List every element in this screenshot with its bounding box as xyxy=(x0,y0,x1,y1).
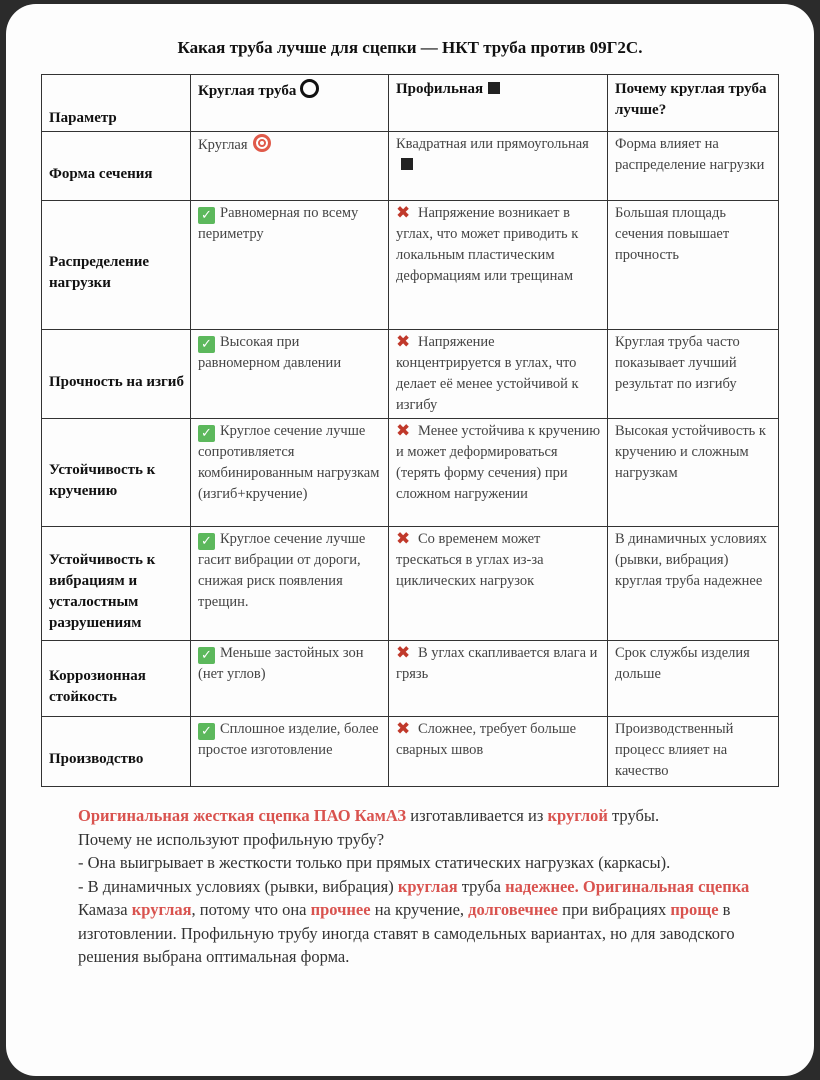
row-param: Прочность на изгиб xyxy=(42,330,191,419)
header-round-label: Круглая труба xyxy=(198,83,297,99)
highlight-text: прочнее xyxy=(310,900,371,919)
cross-icon: ✖ xyxy=(396,719,411,739)
row-profile xyxy=(389,201,608,330)
row-param: Производство xyxy=(42,717,191,787)
row-param: Коррозионная стойкость xyxy=(42,641,191,717)
cell-text: Напряжение концентрируется в углах, что делает её менее устойчивой к изгибу xyxy=(396,334,579,413)
cell-text: Квадратная или прямоугольная xyxy=(396,136,589,152)
cell-text: Со временем может трескаться в углах из-за циклических нагрузок xyxy=(396,531,544,589)
table-row xyxy=(42,419,779,527)
highlight-text: проще xyxy=(670,900,719,919)
note-text: труба xyxy=(457,876,506,896)
comparison-table xyxy=(41,74,779,787)
note-point: - Она выигрывает в жесткости только при прямых статических нагрузках (каркасы). xyxy=(78,853,671,872)
note-text: трубы. xyxy=(607,806,660,825)
document-card xyxy=(6,4,814,1076)
cell-text: Меньше застойных зон (нет углов) xyxy=(198,645,364,682)
highlight-text: надежнее. xyxy=(505,876,579,896)
square-icon xyxy=(488,82,500,94)
cell-text: В углах скапливается влага и грязь xyxy=(396,645,598,682)
check-icon: ✓ xyxy=(198,336,215,353)
row-why: Срок службы изделия дольше xyxy=(608,641,779,717)
notes-section xyxy=(78,804,778,969)
table-row xyxy=(42,527,779,641)
row-why: Большая площадь сечения повышает прочность xyxy=(608,201,779,330)
cross-icon: ✖ xyxy=(396,203,411,223)
row-profile xyxy=(389,717,608,787)
note-paragraph xyxy=(78,804,778,828)
cell-text: Равномерная по всему периметру xyxy=(198,205,359,242)
header-round xyxy=(191,75,389,132)
row-param: Форма сечения xyxy=(42,132,191,201)
cell-text: Круглая xyxy=(198,137,248,153)
note-text: - В динамичных условиях (рывки, вибрация) xyxy=(78,876,398,896)
row-why: Форма влияет на распределение нагрузки xyxy=(608,132,779,201)
highlight-text: круглая xyxy=(131,900,192,919)
cell-text: Напряжение возникает в углах, что может приводить к локальным пластическим деформациям или трещинам xyxy=(396,205,579,284)
row-round xyxy=(191,419,389,527)
table-row xyxy=(42,132,779,201)
row-profile xyxy=(389,330,608,419)
row-param: Распределение нагрузки xyxy=(42,201,191,330)
header-why xyxy=(608,75,779,132)
cross-icon: ✖ xyxy=(396,332,411,352)
cell-text: Круглое сечение лучше сопротивляется комбинированным нагрузкам (изгиб+кручение) xyxy=(198,423,380,502)
cell-text: Сплошное изделие, более простое изготовление xyxy=(198,721,379,758)
row-round xyxy=(191,132,389,201)
check-icon: ✓ xyxy=(198,425,215,442)
highlight-text: Оригинальная сцепка xyxy=(582,876,750,896)
row-why: Круглая труба часто показывает лучший результат по изгибу xyxy=(608,330,779,419)
cell-text: Высокая при равномерном давлении xyxy=(198,334,342,371)
note-text: на кручение, xyxy=(370,900,469,919)
note-text: изготавливается из xyxy=(406,806,548,825)
note-text: в изготовлении. Профильную трубу иногда ставят в самодельных вариантах, но для заводского решения выбрана оптимальная форма. xyxy=(78,900,735,966)
check-icon: ✓ xyxy=(198,723,215,740)
highlight-text: Оригинальная жесткая сцепка ПАО КамАЗ xyxy=(78,806,407,825)
header-param xyxy=(42,75,191,132)
row-round xyxy=(191,527,389,641)
highlight-text: круглой xyxy=(547,806,608,825)
table-row xyxy=(42,641,779,717)
check-icon: ✓ xyxy=(198,207,215,224)
header-profile xyxy=(389,75,608,132)
check-icon: ✓ xyxy=(198,647,215,664)
cross-icon: ✖ xyxy=(396,529,411,549)
header-why-label: Почему круглая труба лучше? xyxy=(615,81,767,118)
cross-icon: ✖ xyxy=(396,421,411,441)
cell-text: Сложнее, требует больше сварных швов xyxy=(396,721,577,758)
row-param: Устойчивость к кручению xyxy=(42,419,191,527)
header-profile-label: Профильная xyxy=(396,81,484,97)
row-round xyxy=(191,330,389,419)
row-why: Производственный процесс влияет на качество xyxy=(608,717,779,787)
row-why: Высокая устойчивость к кручению и сложным нагрузкам xyxy=(608,419,779,527)
note-text: , потому что она xyxy=(191,900,311,919)
row-profile xyxy=(389,132,608,201)
note-text: при вибрациях xyxy=(557,900,671,919)
row-param: Устойчивость к вибрациям и усталостным разрушениям xyxy=(42,527,191,641)
row-round xyxy=(191,201,389,330)
circle-icon xyxy=(300,79,319,98)
ring-icon xyxy=(253,134,271,152)
cell-text: Круглое сечение лучше гасит вибрации от дороги, снижая риск появления трещин. xyxy=(198,531,366,610)
table-row xyxy=(42,717,779,787)
note-question: Почему не используют профильную трубу? xyxy=(78,829,385,849)
note-text: Камаза xyxy=(78,900,132,919)
page-title: Какая труба лучше для сцепки — НКТ труба против 09Г2С. xyxy=(177,38,643,57)
row-profile xyxy=(389,527,608,641)
check-icon: ✓ xyxy=(198,533,215,550)
row-profile xyxy=(389,419,608,527)
highlight-text: долговечнее xyxy=(468,900,558,919)
table-header-row xyxy=(42,75,779,132)
highlight-text: круглая xyxy=(397,876,458,896)
cell-text: Менее устойчива к кручению и может деформироваться (терять форму сечения) при сложном нагружении xyxy=(396,423,601,502)
note-paragraph xyxy=(78,875,778,969)
row-round xyxy=(191,717,389,787)
square-icon xyxy=(401,158,413,170)
cross-icon: ✖ xyxy=(396,643,411,663)
table-row xyxy=(42,201,779,330)
row-round xyxy=(191,641,389,717)
row-profile xyxy=(389,641,608,717)
row-why: В динамичных условиях (рывки, вибрация) круглая труба надежнее xyxy=(608,527,779,641)
header-param-label: Параметр xyxy=(49,110,117,126)
table-row xyxy=(42,330,779,419)
